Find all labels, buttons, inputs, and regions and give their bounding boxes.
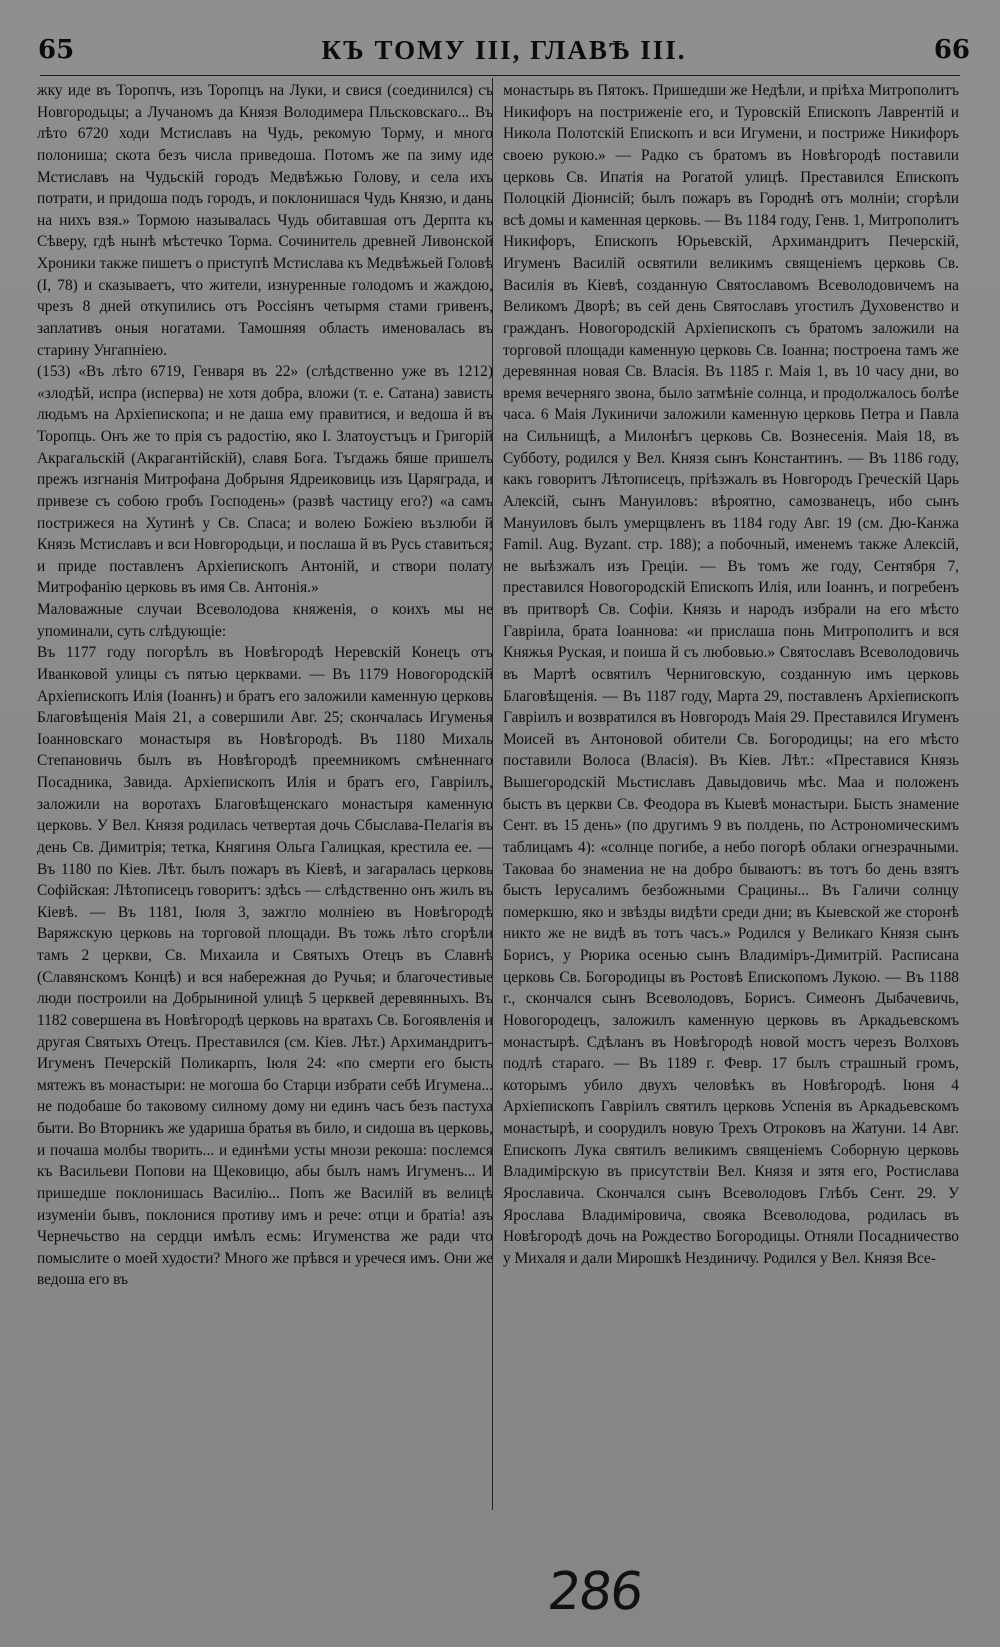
page-number-right: 66 [933, 35, 970, 65]
left-column [37, 80, 493, 1291]
column-divider [492, 78, 493, 1510]
handwritten-page-number: 286 [544, 1562, 645, 1622]
right-column [503, 80, 959, 1269]
paragraph: Въ 1177 году погорѣлъ въ Новѣгородѣ Неревскій Конецъ отъ Иванковой улицы съ пятью церквами. — Въ 1179 Новогородскій Архіепископъ Илія (Іоаннъ) и братъ его заложили каменную церковь Благовѣщенія Маія 21, а совершили Авг. 25; скончалась Игуменья Іоанновскаго монастыря въ Новѣгородѣ. Въ 1180 Михаль Степановичь былъ въ Новѣгородѣ преемникомъ смѣненнаго Посадника, Завида. Архіепископъ Илія и братъ его, Гавріилъ, заложили на воротахъ Благовѣщенскаго монастыря каменную церковь. У Вел. Князя родилась четвертая дочь Сбыслава-Пелагія въ день Св. Димитрія; тетка, Княгиня Ольга Галицкая, крестила ее. — Въ 1180 по Кіев. Лѣт. былъ пожаръ въ Кіевѣ, и загаралась церковь Софійская: Лѣтописецъ говоритъ: здѣсь — слѣдственно онъ жилъ въ Кіевѣ. — Въ 1181, Іюля 3, зажгло молніею въ Новѣгородѣ Варяжскую церковь на торговой площади. Въ тожь лѣто сгорѣли тамъ 2 церкви, Св. Михаила и Святыхъ Отецъ въ Славнѣ (Славянскомъ Концѣ) и вся набережная до Ручья; и благочестивые люди построили на Добрыниной улицѣ 5 церквей деревянныхъ. Въ 1182 совершена въ Новѣгородѣ церковь на вратахъ Св. Богоявленія и другая Святыхъ Отецъ. Преставился (см. Кіев. Лѣт.) Архимандритъ-Игуменъ Печерскій Поликарпъ, Іюля 24: «по смерти его бысть мятежъ въ монастыри: не могоша бо Старци избрати себѣ Игумена... не подобаше бо таковому силному дому ни единъ часъ безъ пастуха быти. Во Вторникъ же удариша братья въ било, и сидоша въ церковь, и почаша молбы творить... и единѣми усты мнози рекоша: послемся къ Васильеви Попови на Щековицю, абы былъ намъ Игуменъ... И пришедше поклонишась Василію... Попъ же Василій въ велицѣ изуменіи бывъ, поклонися противу имъ и рече: отци и братіа! азъ Чернечьство на сердци имѣлъ есмь: Игуменства же ради что помыслите о моей худости? Много же прѣвся и уречеся имъ. Они же ведоша его въ [37, 644, 493, 1289]
paragraph: Маловажные случаи Всеволодова княженія, о коихъ мы не упоминали, суть слѣдующіе: [37, 601, 493, 640]
running-title: КЪ ТОМУ III, ГЛАВѢ III. [321, 34, 687, 65]
page-number-left: 65 [38, 35, 75, 65]
paragraph: (153) «Въ лѣто 6719, Генваря въ 22» (слѣдственно уже въ 1212) «злодѣй, испра (исперва) не хотя добра, вложи (т. е. Сатана) зависть людьмъ на Архіепископа; и не даша ему правитися, и ведоша й въ Торопць. Онъ же то прія съ радостію, яко I. Златоустъцъ и Григорій Акрагальскій (Акрагантійскій), славя Бога. Тъгдажь бяше пришелъ прежъ изгнанія Митрофана Добрыня Ядреиковиць изъ Царяграда, и привезе съ собою гробъ Господень» (развѣ частицу его?) «а самъ пострижеся на Хутинѣ у Св. Спаса; и волею Божіею възлюби й Князь Мстиславъ и вси Новгородьци, и послаша й въ Русь ставиться; и приде поставленъ Архіепископъ Антоній, и створи полату Митрофанію церковь въ имя Св. Антонія.» [37, 363, 493, 597]
paragraph: монастырь въ Пятокъ. Пришедши же Недѣли, и пріѣха Митрополитъ Никифоръ на постриженіе его, и Туровскій Епископъ Лаврентій и Никола Полотскій Епископъ и вси Игумени, и постриже Никифоръ своею рукою.» — Радко съ братомъ въ Новѣгородѣ поставили церковь Св. Ипатія на Рогатой улицѣ. Преставился Епископъ Полоцкій Діонисій; былъ пожаръ въ Городнѣ отъ молніи; сгорѣли всѣ домы и каменная церковь. — Въ 1184 году, Генв. 1, Митрополитъ Никифоръ, Епископъ Юрьевскій, Архимандритъ Печерскій, Игуменъ Василій освятили великимъ священіемъ церковь Св. Василія въ Кіевѣ, созданную Святославомъ Всеволодовичемъ на Великомъ Дворѣ; въ сей день Святославъ угостилъ Духовенство и гражданъ. Новогородскій Архіепископъ съ братомъ заложили на торговой площади каменную церковь Св. Іоанна; построена тамъ же деревянная новая Св. Власія. Въ 1185 г. Маія 1, въ 10 часу дни, во время вечерняго звона, было затмѣніе солнца, и продолжалось болѣе часа. 6 Маія Лукиничи заложили каменную церковь Петра и Павла на Сильнищѣ, а Милонѣгъ церковь Св. Вознесенія. Маія 18, въ Субботу, родился у Вел. Князя сынъ Константинъ. — Въ 1186 году, какъ говоритъ Лѣтописецъ, пріѣзжалъ въ Новгородъ Греческій Царь Алексій, сынъ Мануиловъ: вѣроятно, самозванецъ, ибо сынъ Мануиловъ былъ умерщвленъ въ 1184 году Авг. 19 (см. Дю-Канжа Famil. Aug. Byzant. стр. 188); а побочный, именемъ также Алексій, не выѣзжалъ изъ Греціи. — Въ томъ же году, Сентября 7, преставился Новогородскій Епископъ Илія, или Іоаннъ, и погребенъ въ притворѣ Св. Софіи. Князь и народъ избрали на его мѣсто Гавріила, брата Іоаннова: «и прислаша понь Митрополитъ и вся Княжья Руская, и поиша й съ любовью.» Святославъ Всеволодовичь въ Мартѣ освятилъ Черниговскую, созданную имъ церковь Благовѣщенія. — Въ 1187 году, Марта 29, поставленъ Архіепископъ Гавріилъ и возвратился въ Новгородъ Маія 29. Преставился Игуменъ Моисей въ Антоновой обители Св. Богородицы; на его мѣсто поставили Волоса (Власія). Въ Кіев. Лѣт.: «Преставися Князь Вышегородскій Мьстиславъ Давыдовичь мѣс. Маа и положенъ бысть въ церкви Св. Феодора въ Кыевѣ монастыри. Бысть знамение Сент. въ 15 день» (по другимъ 9 въ полдень, по Астрономическимъ таблицамъ 4): «солнце погибе, а небо погорѣ облаки огнезрачными. Таковаа бо знамениа не на добро бываютъ: въ тотъ бо день взятъ бысть Іерусалимъ безбожными Срацины... Въ Галичи солнцу померкшю, яко и звѣзды видѣти среди дни; въ Кыевской же сторонѣ никто же не видѣ въ тотъ часъ.» Родился у Великаго Князя сынъ Борисъ, у Рюрика осенью сынъ Владиміръ-Димитрій. Расписана церковь Св. Богородицы въ Ростовѣ Епископомъ Лукою. — Въ 1188 г., скончался сынъ Всеволодовъ, Борисъ. Симеонъ Дыбачевичь, Новогородецъ, заложилъ каменную церковь въ Аркадьевскомъ монастырѣ. Сдѣланъ въ Новѣгородѣ новой мостъ черезъ Волховъ подлѣ стараго. — Въ 1189 г. Февр. 17 былъ страшный громъ, которымъ убило двухъ человѣкъ въ Новѣгородѣ. Іюня 4 Архіепископъ Гавріилъ святилъ церковь Успенія въ Аркадьевскомъ монастырѣ, и соорудилъ новую Трехъ Отроковъ на Жатуни. 14 Авг. Епископъ Лука святилъ великимъ священіемъ Соборную церковь Владимірскую въ присутствіи Вел. Князя и зятя его, Ростислава Ярославича. Скончался сынъ Всеволодовъ Глѣбъ Сент. 29. У Ярослава Владиміровича, свояка Всеволодова, родилась въ Новѣгородѣ дочь на Рождество Богородицы. Отняли Посадничество у Михаля и дали Мирошкѣ Нездиничу. Родился у Вел. Князя Все- [503, 82, 959, 1267]
header-rule [40, 75, 960, 76]
page-header [38, 30, 970, 70]
paragraph: жку иде въ Торопчъ, изъ Торопцъ на Луки, и свися (соединился) съ Новгородьцы; а Лучаномъ да Князя Володимера Пльсковскаго... Въ лѣто 6720 ходи Мстиславъ на Чудь, рекомую Торму, и много полониша; скота безъ числа приведоша. Потомъ же па зиму иде Мстиславъ на Чудьскій городъ Медвѣжью Голову, и села ихъ потрати, и придоша подъ городъ, и поклонишася Чудь Князю, и дань на нихъ взя.» Тормою называлась Чудь обитавшая отъ Дерпта къ Сѣверу, гдѣ нынѣ мѣстечко Торма. Сочинитель древней Ливонской Хроники также пишетъ о приступѣ Мстислава къ Медвѣжьей Головѣ (I, 78) и сказываетъ, что жители, изнуренные голодомъ и жаждою, чрезъ 8 дней откупились отъ Россіянъ четырмя стами гривенъ, заплативъ оныя ногатами. Тамошняя область именовалась въ старину Унгапніею. [37, 82, 493, 359]
